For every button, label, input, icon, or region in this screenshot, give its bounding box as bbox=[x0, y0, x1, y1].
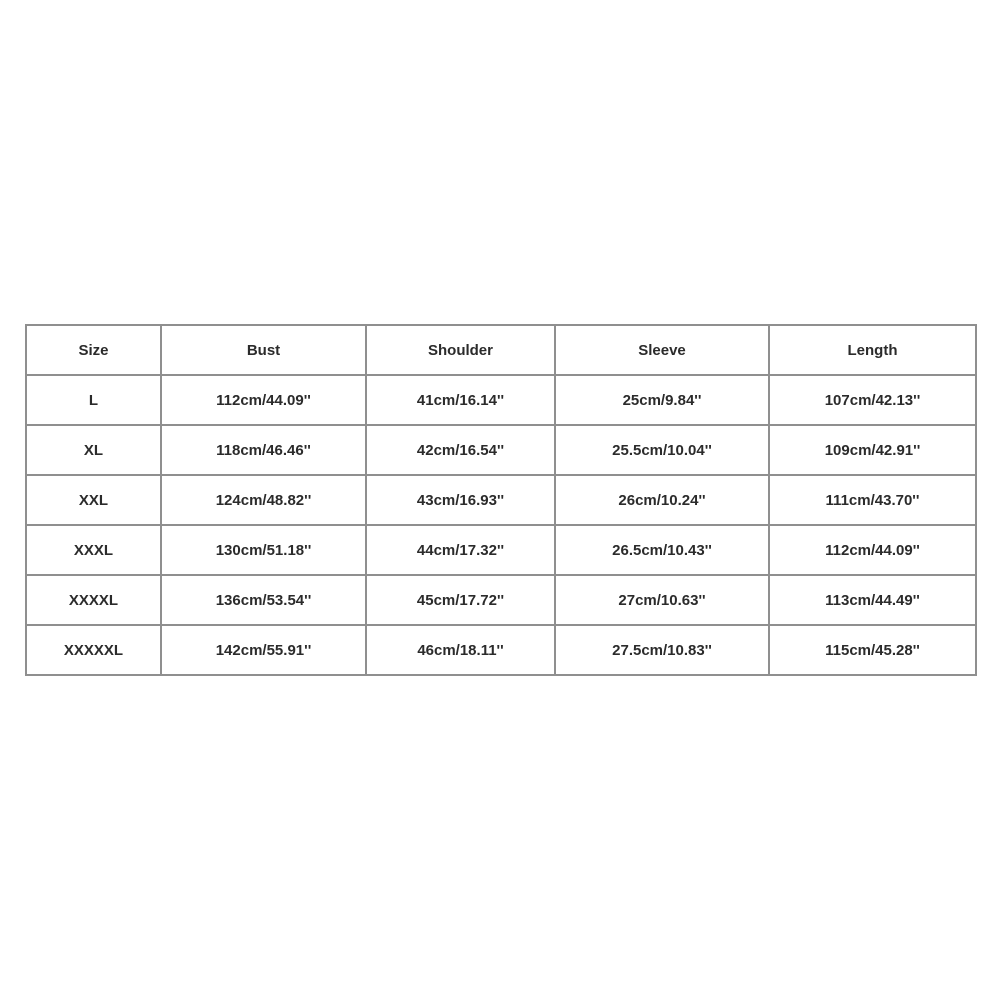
header-bust: Bust bbox=[161, 325, 366, 375]
cell-bust: 112cm/44.09'' bbox=[161, 375, 366, 425]
size-chart-table bbox=[25, 324, 977, 676]
cell-size: L bbox=[26, 375, 161, 425]
cell-shoulder: 41cm/16.14'' bbox=[366, 375, 555, 425]
table-row bbox=[26, 375, 976, 425]
cell-shoulder: 43cm/16.93'' bbox=[366, 475, 555, 525]
cell-size: XXXXL bbox=[26, 575, 161, 625]
header-length: Length bbox=[769, 325, 976, 375]
header-size: Size bbox=[26, 325, 161, 375]
header-shoulder: Shoulder bbox=[366, 325, 555, 375]
cell-length: 115cm/45.28'' bbox=[769, 625, 976, 675]
cell-sleeve: 27.5cm/10.83'' bbox=[555, 625, 769, 675]
cell-size: XL bbox=[26, 425, 161, 475]
cell-bust: 118cm/46.46'' bbox=[161, 425, 366, 475]
cell-sleeve: 25.5cm/10.04'' bbox=[555, 425, 769, 475]
cell-length: 113cm/44.49'' bbox=[769, 575, 976, 625]
table-row bbox=[26, 425, 976, 475]
cell-size: XXL bbox=[26, 475, 161, 525]
cell-length: 112cm/44.09'' bbox=[769, 525, 976, 575]
cell-size: XXXL bbox=[26, 525, 161, 575]
table-header-row bbox=[26, 325, 976, 375]
cell-sleeve: 27cm/10.63'' bbox=[555, 575, 769, 625]
header-sleeve: Sleeve bbox=[555, 325, 769, 375]
table-row bbox=[26, 625, 976, 675]
cell-shoulder: 44cm/17.32'' bbox=[366, 525, 555, 575]
cell-length: 111cm/43.70'' bbox=[769, 475, 976, 525]
cell-sleeve: 26cm/10.24'' bbox=[555, 475, 769, 525]
cell-bust: 136cm/53.54'' bbox=[161, 575, 366, 625]
cell-sleeve: 26.5cm/10.43'' bbox=[555, 525, 769, 575]
cell-bust: 130cm/51.18'' bbox=[161, 525, 366, 575]
table-row bbox=[26, 525, 976, 575]
cell-bust: 124cm/48.82'' bbox=[161, 475, 366, 525]
cell-length: 107cm/42.13'' bbox=[769, 375, 976, 425]
cell-shoulder: 45cm/17.72'' bbox=[366, 575, 555, 625]
table-row bbox=[26, 475, 976, 525]
cell-shoulder: 46cm/18.11'' bbox=[366, 625, 555, 675]
table-row bbox=[26, 575, 976, 625]
cell-bust: 142cm/55.91'' bbox=[161, 625, 366, 675]
cell-length: 109cm/42.91'' bbox=[769, 425, 976, 475]
cell-size: XXXXXL bbox=[26, 625, 161, 675]
cell-shoulder: 42cm/16.54'' bbox=[366, 425, 555, 475]
cell-sleeve: 25cm/9.84'' bbox=[555, 375, 769, 425]
